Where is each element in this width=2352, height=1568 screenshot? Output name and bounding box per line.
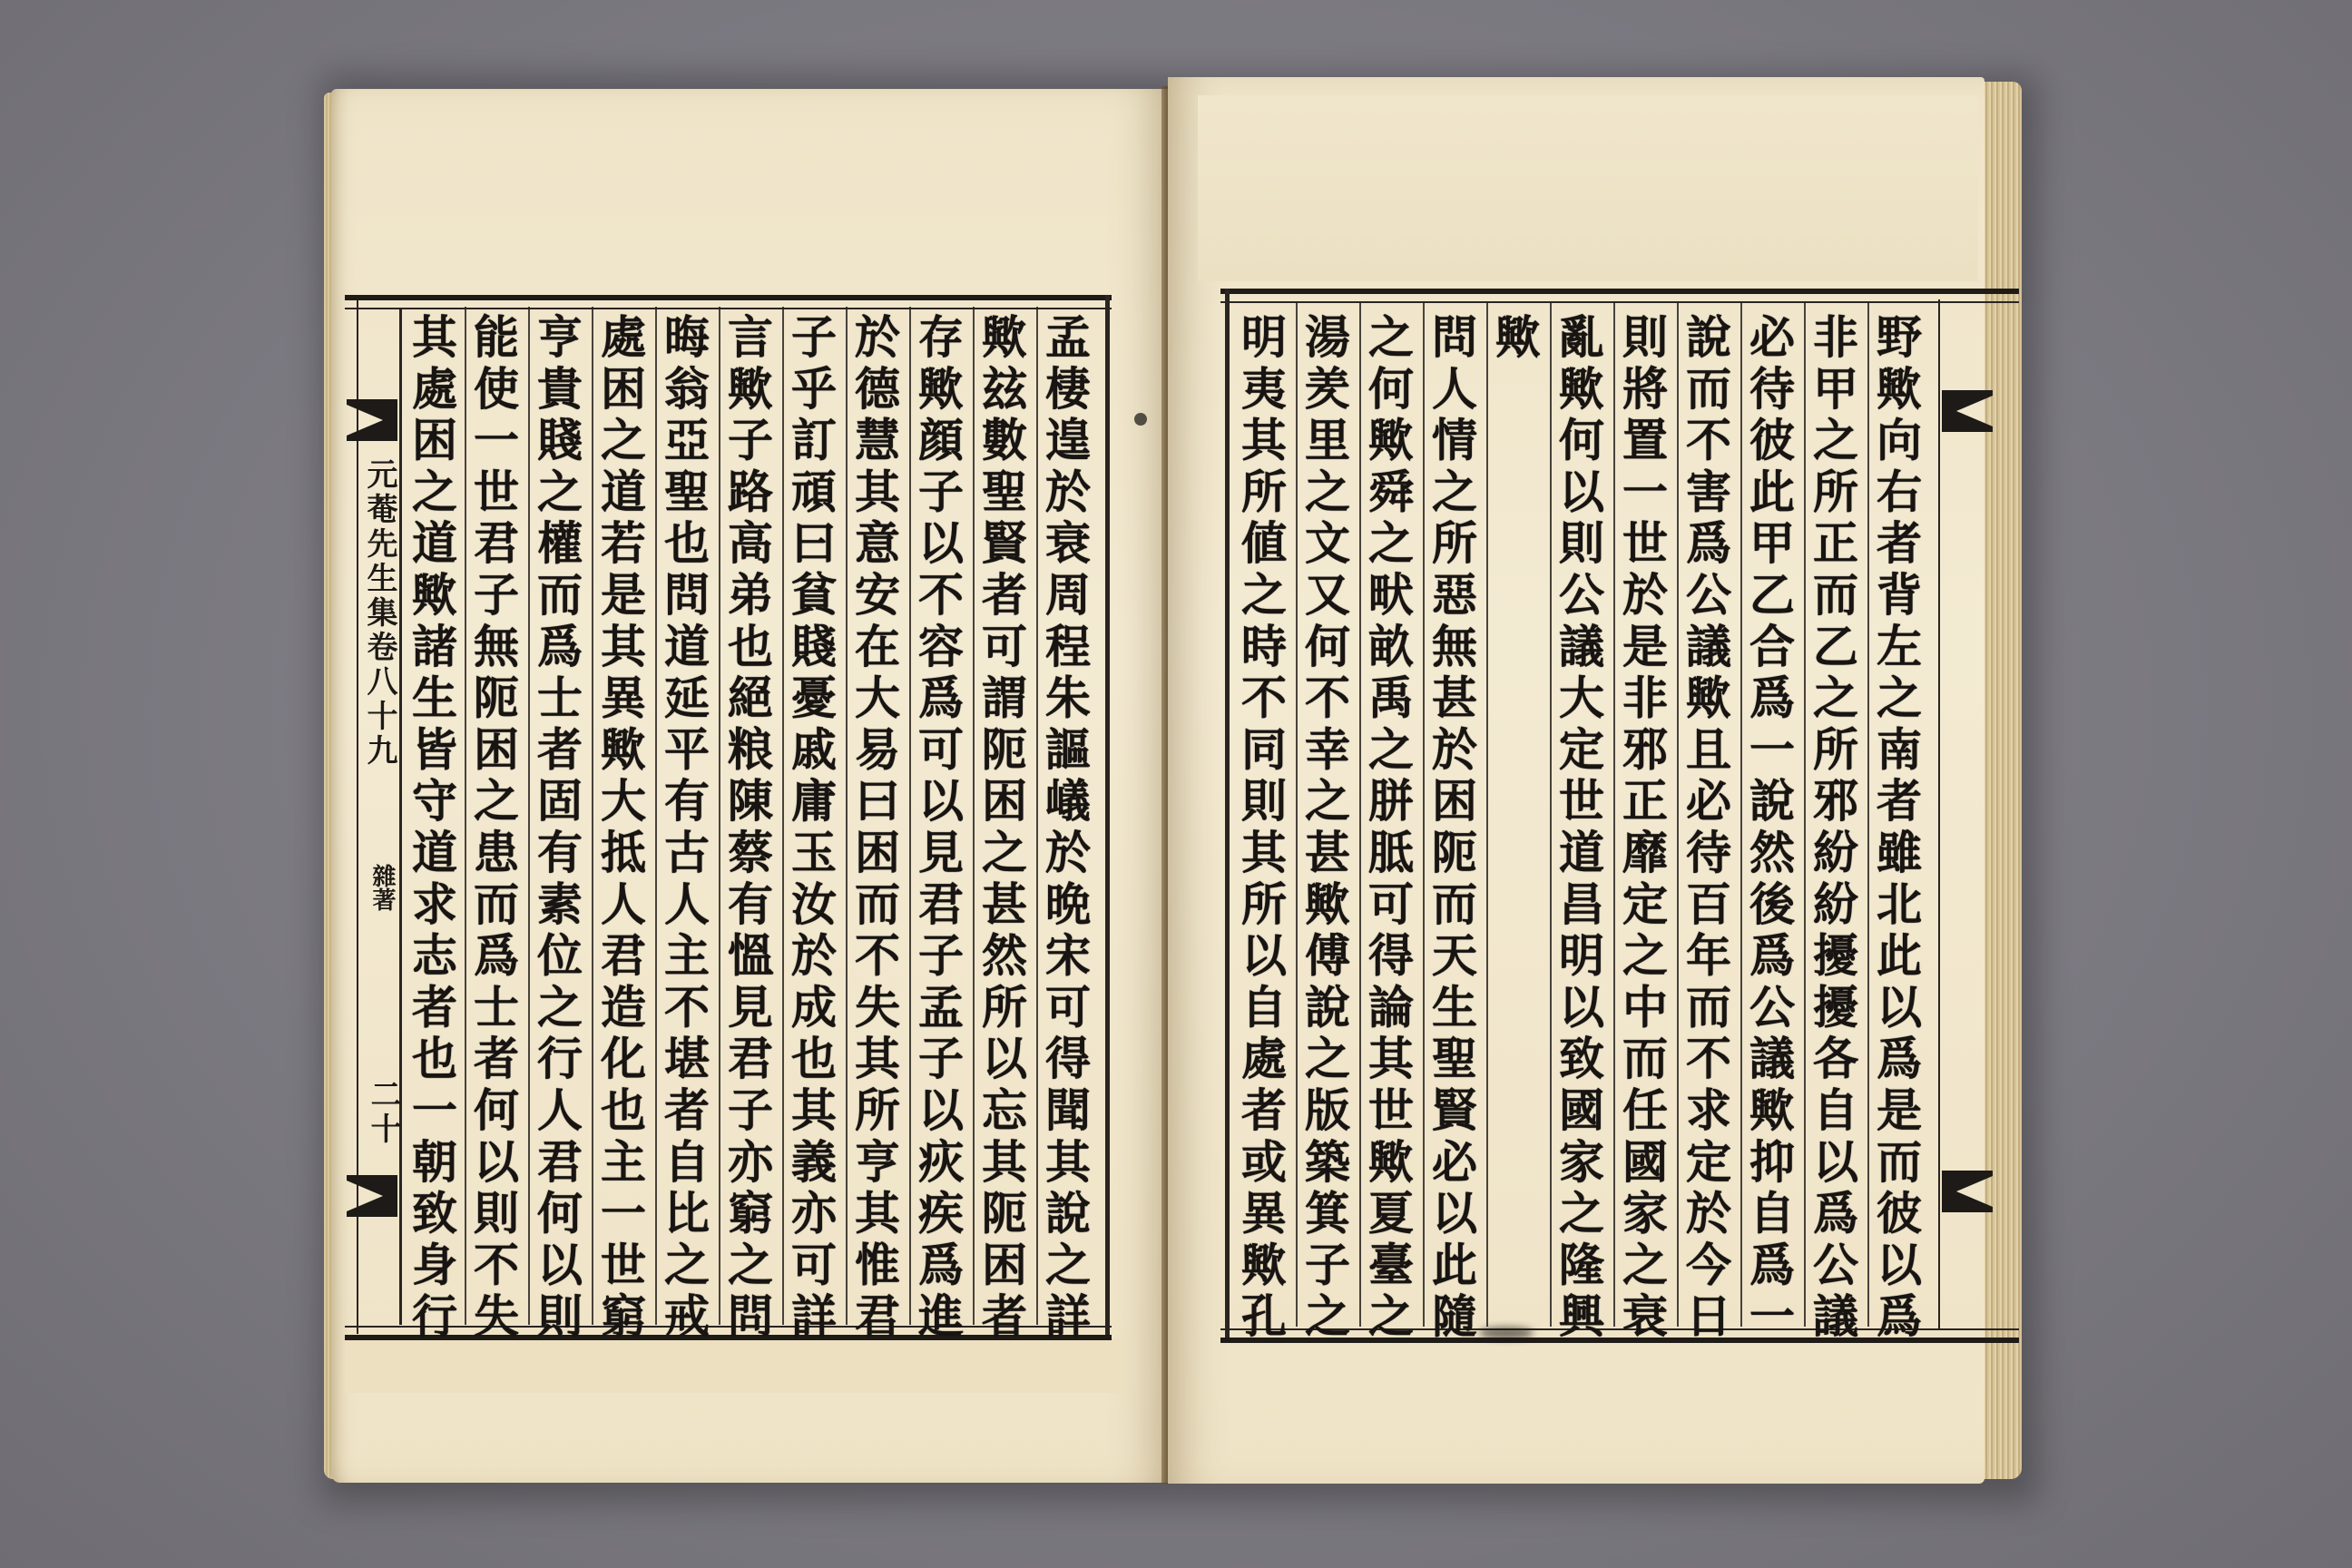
left-column-rule [719, 307, 720, 1325]
left-column-4: 於德慧其意安在大易曰困而不失其所亨其惟君 [848, 313, 901, 1344]
left-column-rule [1036, 307, 1038, 1325]
right-upper-margin [1198, 95, 1978, 281]
right-lower-fish-tail-icon [1942, 1171, 1993, 1212]
right-column-rule [1486, 301, 1488, 1327]
left-column-11: 其處困之道歟諸生皆守道求志者也一朝致身行 [405, 313, 458, 1344]
left-column-rule [655, 307, 657, 1325]
left-column-rule [909, 307, 911, 1325]
left-column-rule [592, 307, 593, 1325]
left-column-rule [782, 307, 784, 1325]
right-column-10: 湯羑里之文又何不幸之甚歟傅說之版築箕子之 [1298, 313, 1351, 1344]
right-column-6: 亂歟何以則公議大定世道昌明以致國家之隆興 [1552, 313, 1605, 1344]
right-column-2: 非甲之所正而乙之所邪紛紛擾擾各自以爲公議 [1806, 313, 1859, 1344]
right-column-1: 野歟向右者背左之南者雖北此以爲是而彼以爲 [1869, 313, 1923, 1344]
left-column-rule [973, 307, 975, 1325]
left-column-6: 言歟子路高弟也絕粮陳蔡有慍見君子亦窮之問 [720, 313, 774, 1344]
right-column-rule [1677, 301, 1679, 1327]
right-column-rule [1296, 301, 1298, 1327]
left-column-8: 處困之道若是其異歟大抵人君造化也主一世窮 [593, 313, 647, 1344]
right-column-rule [1804, 301, 1806, 1327]
ink-dot [1134, 413, 1147, 426]
right-column-5: 則將置一世於是非邪正靡定之中而任國家之衰 [1615, 313, 1669, 1344]
left-frame-outer-rule [1105, 295, 1110, 1335]
margin-folio-number: 二十 [365, 1078, 401, 1147]
right-column-rule [1550, 301, 1552, 1327]
left-column-rule [528, 307, 530, 1325]
right-column-3: 必待彼此甲乙合爲一說然後爲公議歟抑自爲一 [1742, 313, 1796, 1344]
upper-fish-tail-mark-icon [347, 399, 397, 441]
right-column-9: 之何歟舜之畎畝禹之胼胝可得論其世歟夏臺之 [1361, 313, 1415, 1344]
left-column-7: 晦翁亞聖也問道延平有古人主不堪者自比之戒 [657, 313, 710, 1344]
right-column-11: 明夷其所値之時不同則其所以自處者或異歟孔 [1234, 313, 1288, 1344]
right-upper-fish-tail-icon [1942, 390, 1993, 432]
left-lower-margin [345, 1338, 1125, 1393]
margin-book-title: 元菴先生集卷八十九 [361, 458, 397, 769]
lower-fish-tail-mark-icon [347, 1175, 397, 1217]
left-column-5: 子乎訂頑曰貧賤憂戚庸玉汝於成也其義亦可詳 [784, 313, 838, 1344]
right-column-rule [1423, 301, 1425, 1327]
left-column-rule [846, 307, 848, 1325]
right-column-rule [1740, 301, 1742, 1327]
right-column-rule [1613, 301, 1615, 1327]
margin-section-label: 雜著 [368, 864, 396, 911]
right-column-7: 歟 [1488, 313, 1542, 365]
right-column-8: 問人情之所惡無甚於困阨而天生聖賢必以此隨 [1425, 313, 1478, 1344]
right-column-rule [1867, 301, 1869, 1327]
right-column-4: 說而不害爲公議歟且必待百年而不求定於今日 [1679, 313, 1732, 1344]
left-column-9: 亨貴賤之權而爲士者固有素位之行人君何以則 [530, 313, 583, 1344]
right-column-rule [1359, 301, 1361, 1327]
left-column-3: 存歟顔子以不容爲可以見君子孟子以疢疾爲進 [911, 313, 965, 1344]
right-frame-inner-rule [1938, 299, 1940, 1330]
left-column-2: 歟玆數聖賢者可謂阨困之甚然所以忘其阨困者 [975, 313, 1028, 1344]
ink-smudge [1479, 1327, 1534, 1339]
left-column-1: 孟棲遑於衰周程朱謳嶬於晩宋可得聞其說之詳 [1038, 313, 1092, 1344]
left-column-rule [465, 307, 466, 1325]
left-column-10: 能使一世君子無阨困之患而爲士者何以則不失 [466, 313, 520, 1344]
right-frame-outer-rule [1225, 289, 1230, 1338]
